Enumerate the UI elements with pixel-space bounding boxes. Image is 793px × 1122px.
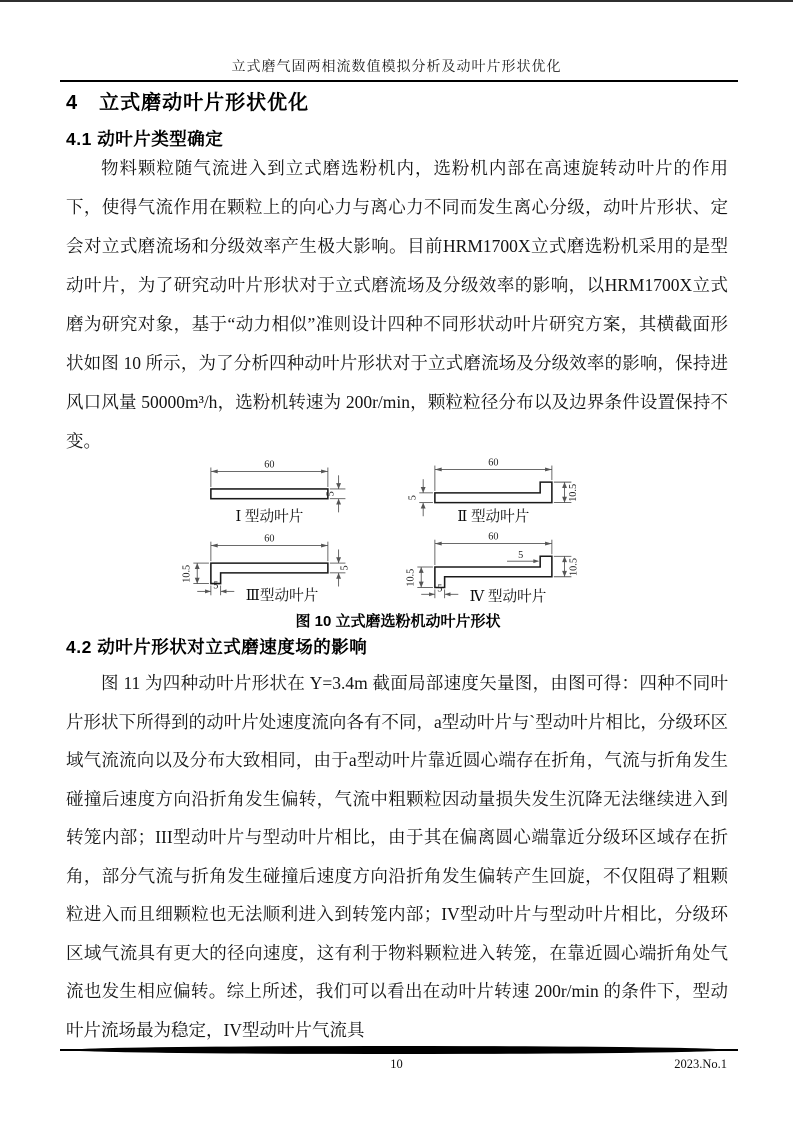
running-title: 立式磨气固两相流数值模拟分析及动叶片形状优化 [231,60,562,75]
blade-shape-3 [211,563,328,583]
blade-shape-1 [211,489,328,499]
blade-diagram-type-4 [402,528,614,606]
blade-label: Ⅰ 型动叶片 [235,509,304,526]
page-top-rule [0,0,793,2]
dim-label: 60 [488,457,499,469]
header-rule [60,80,738,82]
blade-diagram-type-2 [402,448,614,526]
dim-label: 5 [339,565,351,571]
subsection-heading-4-2: 4.2 动叶片形状对立式磨速度场的影响 [66,637,368,657]
subsection-heading-4-1: 4.1 动叶片类型确定 [66,129,224,149]
dim-label: 5 [213,580,219,592]
footer-rule-thick [70,1046,728,1054]
dim-label: 5 [407,495,419,501]
blade-diagram-grid [178,448,618,606]
figure-caption: 图 10 立式磨选粉机动叶片形状 [295,613,501,630]
dim-label: 10.5 [568,483,580,502]
dim-label: 10.5 [568,558,580,576]
paragraph-4-1: 物料颗粒随气流进入到立式磨选粉机内，选粉机内部在高速旋转动叶片的作用下，使得气流作用在颗粒上的向心力与离心力不同而发生离心分级，动叶片形状、定会对立式磨流场和分级效率产生极大影响。目前HRM1700X立式磨选粉机采用的是型动叶片，为了研究动叶片形状对于立式磨流场及分级效率的影响，以HRM1700X立式磨为研究对象，基于“动力相似”准则设计四种不同形状动叶片研究方案，其横截面形状如图 10 所示，为了分析四种动叶片形状对于立式磨流场及分级效率的影响，保持进风口风量 50000m³/h，选粉机转速为 200r/min，颗粒粒径分布以及边界条件设置保持不变。 [66,158,728,451]
blade-diagram-type-3 [178,528,390,606]
dim-label: 10.5 [181,564,193,583]
dim-label: 5 [437,583,443,595]
blade-label: Ⅳ 型动叶片 [469,589,547,606]
dim-label: 5 [518,550,524,562]
dim-label: 60 [488,531,499,543]
blade-label: Ⅱ 型动叶片 [457,509,530,526]
footer-rule [60,1045,738,1055]
blade-label: Ⅲ型动叶片 [245,588,319,605]
dim-label: 60 [264,533,275,545]
dim-label: 5 [325,491,337,497]
blade-diagram-type-1 [178,448,390,526]
dim-label: 10.5 [405,568,417,587]
issue-label: 2023.No.1 [674,1057,727,1071]
blade-shape-2 [435,482,552,502]
dim-label: 60 [264,459,275,471]
page-number: 10 [390,1057,403,1071]
figure-10 [178,448,618,631]
section-heading: 4 立式磨动叶片形状优化 [66,92,310,114]
paragraph-4-2: 图 11 为四种动叶片形状在 Y=3.4m 截面局部速度矢量图，由图可得：四种不同叶片形状下所得到的动叶片处速度流向各有不同，a型动叶片与`型动叶片相比，分级环区域气流流向以及分布大致相同，由于a型动叶片靠近圆心端存在折角，气流与折角发生碰撞后速度方向沿折角发生偏转，气流中粗颗粒因动量损失发生沉降无法继续进入到转笼内部；III型动叶片与型动叶片相比，由于其在偏离圆心端靠近分级环区域存在折角，部分气流与折角发生碰撞后速度方向沿折角发生偏转产生回旋，不仅阻碍了粗颗粒进入而且细颗粒也无法顺利进入到转笼内部；IV型动叶片与型动叶片相比，分级环区域气流具有更大的径向速度，这有利于物料颗粒进入转笼，在靠近圆心端折角处气流也发生相应偏转。综上所述，我们可以看出在动叶片转速 200r/min 的条件下，型动叶片流场最为稳定，IV型动叶片气流具 [66,673,728,1040]
